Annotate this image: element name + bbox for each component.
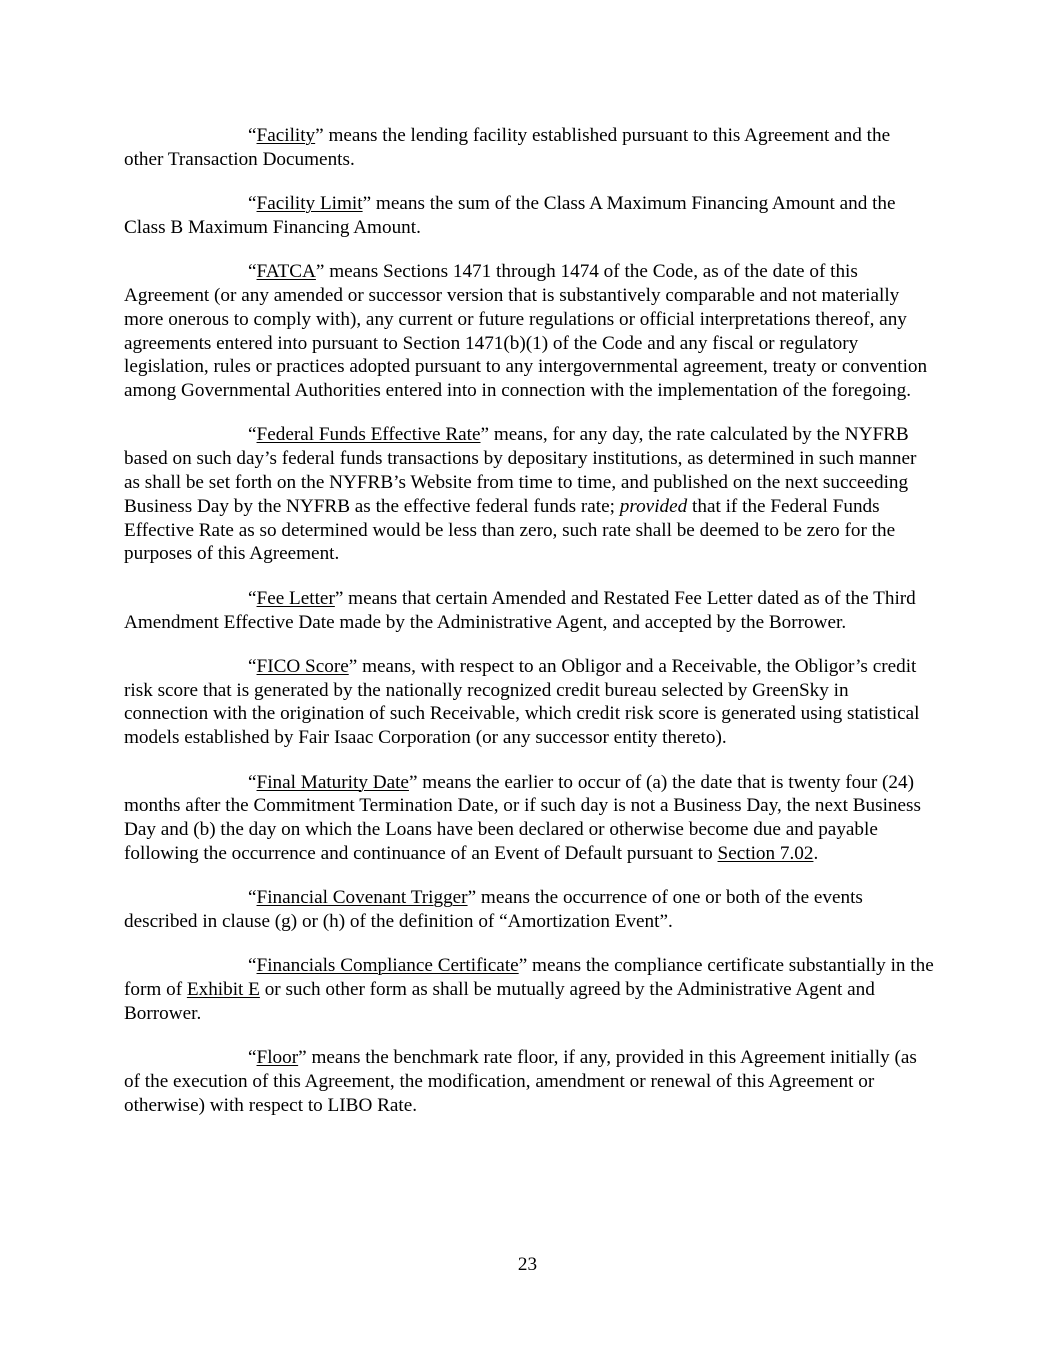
definition-text: means that certain Amended and Restated Fee Letter dated as of the Third Amendment Effective Date made by the Administrative Agent, and accepted by the Borrower. (124, 587, 916, 633)
definition-paragraph (124, 886, 934, 934)
definition-text: . (813, 842, 819, 864)
defined-term: Final Maturity Date (256, 771, 409, 793)
definition-text: or such other form as shall be mutually agreed by the Administrative Agent and Borrower. (124, 979, 875, 1024)
defined-term: Floor (256, 1047, 299, 1069)
definition-text: means the lending facility established pursuant to this Agreement and the other Transaction Documents. (124, 125, 891, 170)
definition-paragraph (124, 1046, 934, 1117)
cross-reference: Exhibit E (186, 979, 260, 1001)
definition-text: means the sum of the Class A Maximum Financing Amount and the Class B Maximum Financing Amount. (124, 193, 896, 238)
defined-term: Facility Limit (256, 193, 363, 215)
document-page (124, 124, 934, 1138)
close-quote: ” (315, 125, 324, 146)
cross-reference: Section 7.02 (717, 842, 814, 864)
close-quote: ” (334, 587, 344, 609)
defined-term: Federal Funds Effective Rate (256, 424, 481, 446)
open-quote: “ (248, 1047, 257, 1069)
definition-paragraph (124, 655, 934, 750)
close-quote: ” (480, 424, 490, 446)
close-quote: ” (348, 655, 358, 677)
page-number: 23 (517, 1254, 538, 1275)
definition-text: means the compliance certificate substantially in the form of (124, 955, 934, 1001)
defined-term: Financial Covenant Trigger (256, 887, 468, 909)
open-quote: “ (248, 771, 257, 793)
definition-text: means, with respect to an Obligor and a Receivable, the Obligor’s credit risk score that is generated by the nationally recognized credit bureau selected by GreenSky in connection with the origination of such Receivable, which credit risk score is generated using statistical models established by Fair Isaac Corporation (or any successor entity thereto). (124, 655, 920, 749)
open-quote: “ (248, 193, 257, 215)
definition-text: means the occurrence of one or both of the events described in clause (g) or (h) of the definition of “Amortization Event”. (124, 887, 863, 933)
defined-term: FICO Score (256, 655, 349, 677)
defined-term: Fee Letter (256, 587, 335, 609)
open-quote: “ (248, 424, 257, 446)
defined-term: FATCA (256, 261, 316, 283)
definition-paragraph (124, 260, 934, 403)
definition-text: means, for any day, the rate calculated by the NYFRB based on such day’s federal funds transactions by depositary institutions, as determined in such manner as shall be set forth on the NYFRB’s Website from time to time, and published on the next succeeding Business Day by the NYFRB as the effective federal funds rate; (124, 424, 917, 517)
defined-term: Financials Compliance Certificate (256, 955, 519, 977)
close-quote: ” (467, 887, 477, 909)
defined-term: Facility (256, 125, 316, 146)
close-quote: ” (518, 955, 528, 977)
definition-text: means the earlier to occur of (a) the date that is twenty four (24) months after the Commitment Termination Date, or if such day is not a Business Day, the next Business Day and (b) the day on which the Loans have been declared or otherwise become due and payable following the occurrence and continuance of an Event of Default pursuant to (124, 771, 921, 864)
open-quote: “ (248, 587, 257, 609)
definition-paragraph (124, 587, 934, 635)
close-quote: ” (362, 193, 372, 215)
close-quote: ” (315, 261, 325, 283)
emphasis-text: provided (619, 495, 688, 517)
open-quote: “ (248, 655, 257, 677)
close-quote: ” (298, 1047, 307, 1069)
open-quote: “ (248, 887, 257, 909)
definition-text: means the benchmark rate floor, if any, provided in this Agreement initially (as of the execution of this Agreement, the modification, amendment or renewal of this Agreement or otherwise) with respect to LIBO Rate. (124, 1047, 917, 1116)
definition-paragraph (124, 771, 934, 866)
definition-paragraph (124, 423, 934, 566)
definition-paragraph (124, 124, 934, 172)
definition-paragraph (124, 192, 934, 240)
open-quote: “ (248, 261, 257, 283)
open-quote: “ (248, 125, 257, 146)
definition-text: means Sections 1471 through 1474 of the Code, as of the date of this Agreement (or any amended or successor version that is substantively comparable and not materially more onerous to comply with), any current or future regulations or official interpretations thereof, any agreements entered into pursuant to Section 1471(b)(1) of the Code and any fiscal or regulatory legislation, rules or practices adopted pursuant to any intergovernmental agreement, treaty or convention among Governmental Authorities entered into in connection with the implementation of the foregoing. (124, 261, 928, 402)
definitions-list (124, 124, 934, 1118)
open-quote: “ (248, 955, 257, 977)
definition-text: that if the Federal Funds Effective Rate as so determined would be less than zero, such rate shall be deemed to be zero for the purposes of this Agreement. (124, 495, 896, 565)
close-quote: ” (408, 771, 418, 793)
definition-paragraph (124, 954, 934, 1025)
